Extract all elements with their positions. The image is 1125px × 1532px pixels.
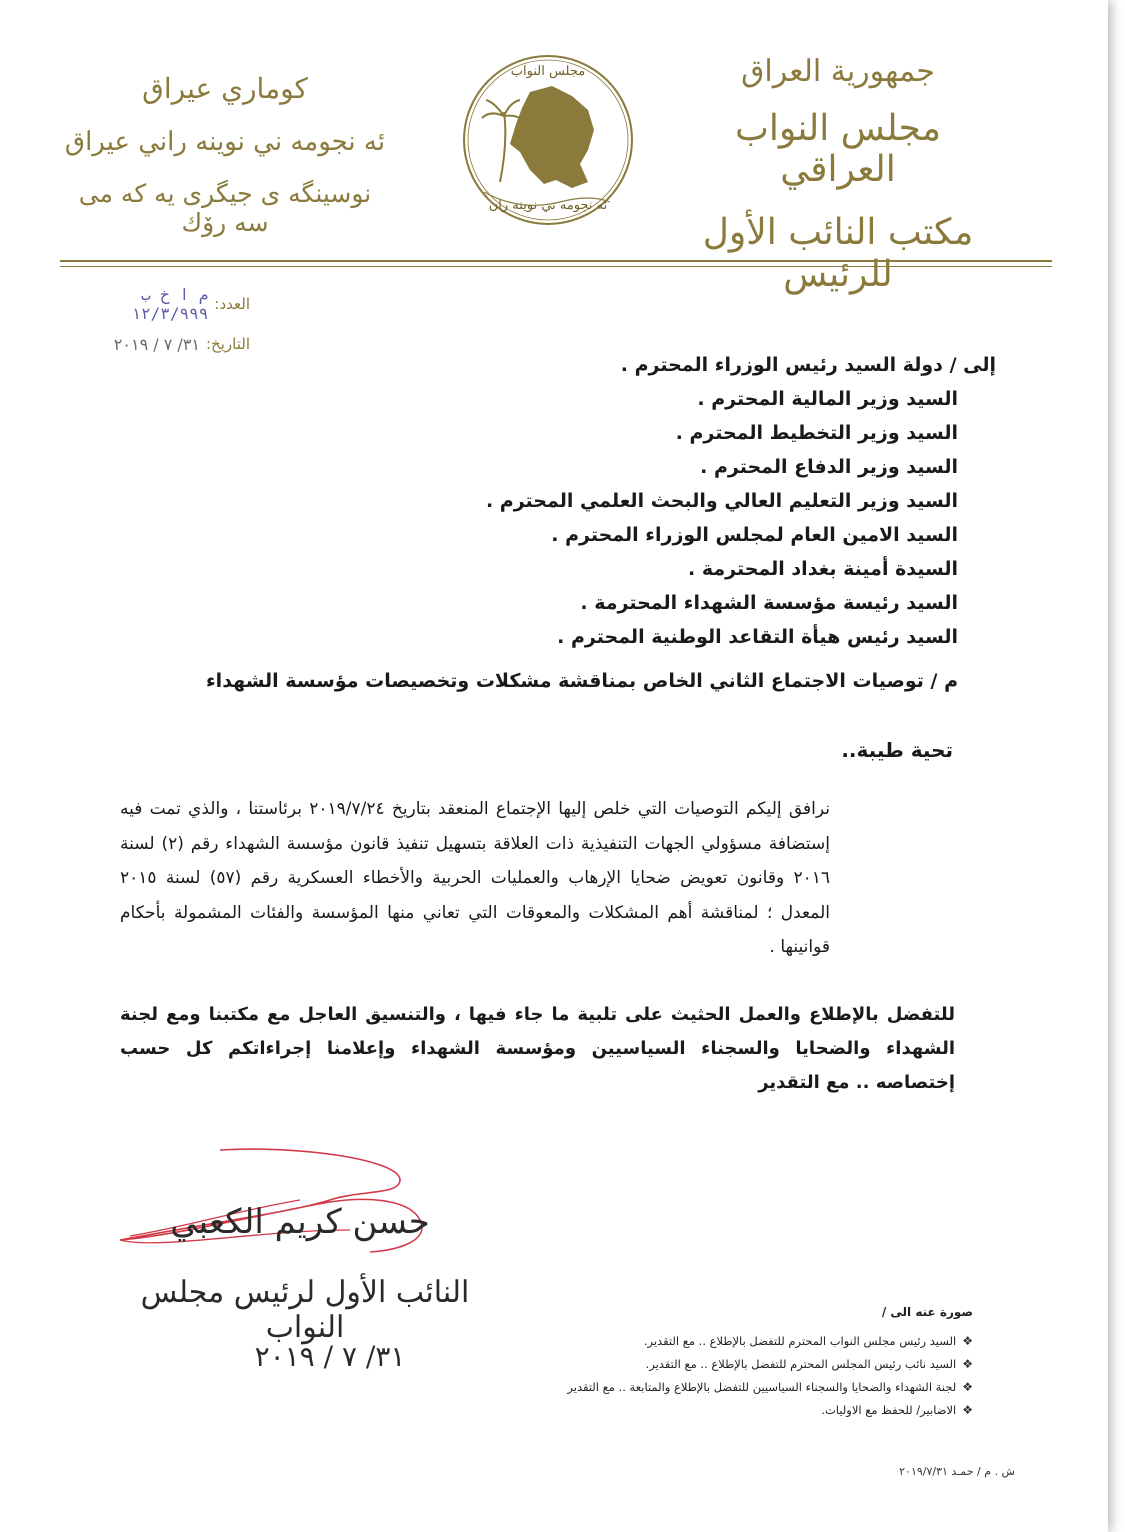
signatory-title: النائب الأول لرئيس مجلس النواب (140, 1275, 470, 1345)
copy-to-item (453, 1352, 973, 1375)
header-rule-thin (60, 266, 1052, 267)
copy-to-list (453, 1305, 973, 1421)
number-value: م ا خ ب ١٢/٣/٩٩٩ (131, 285, 209, 323)
addressee-prefix: إلى / (949, 354, 996, 376)
copy-to-text: لجنة الشهداء والضحايا والسجناء السياسيين للتفضل بالإطلاع والمتابعة .. مع التقدير (567, 1379, 957, 1394)
signature-date: ٣١/ ٧ / ٢٠١٩ (254, 1340, 406, 1373)
copy-to-item (453, 1375, 973, 1398)
copy-to-text: السيد رئيس مجلس النواب المحترم للتفضل بالإطلاع .. مع التقدير. (643, 1333, 957, 1348)
copy-to-text: الاضابير/ للحفظ مع الاوليات. (821, 1402, 957, 1417)
diamond-bullet-icon: ❖ (962, 1379, 973, 1394)
letterhead-kurdish-republic: كوماري عيراق (142, 72, 308, 105)
letterhead-office: مكتب النائب الأول للرئيس (702, 212, 974, 295)
copy-to-item (453, 1398, 973, 1421)
addressee-text: دولة السيد رئيس الوزراء المحترم . (620, 354, 943, 376)
addressee-item: السيد وزير الدفاع المحترم . (700, 456, 958, 478)
header-rule (60, 260, 1052, 262)
subject-line: م / توصيات الاجتماع الثاني الخاص بمناقشة مشكلات وتخصيصات مؤسسة الشهداء (205, 670, 958, 692)
letterhead-republic: جمهورية العراق (741, 54, 935, 89)
addressee-item: السيد رئيس هيأة التقاعد الوطنية المحترم . (557, 626, 958, 648)
addressee-item: السيد وزير المالية المحترم . (697, 388, 958, 410)
addressee-list (198, 348, 996, 654)
diamond-bullet-icon: ❖ (962, 1402, 973, 1417)
addressee-item: السيدة أمينة بغداد المحترمة . (688, 558, 958, 580)
copy-to-text: السيد نائب رئيس المجلس المحترم للتفضل بالإطلاع .. مع التقدير. (645, 1356, 957, 1371)
body-paragraph: نرافق إليكم التوصيات التي خلص إليها الإجتماع المنعقد بتاريخ ٢٠١٩/٧/٢٤ برئاستنا ، والذي تمت فيه إستضافة مسؤولي الجهات التنفيذية ذات العلاقة بتسهيل تنفيذ قانون مؤسسة الشهداء رقم (٢) لسنة ٢٠١٦ وقانون تعويض ضحايا الإرهاب والعمليات الحربية والأخطاء العسكرية رقم (٥٧) لسنة ٢٠١٥ المعدل ؛ لمناقشة أهم المشكلات والمعوقات التي تعاني منها المؤسسة والفئات المشمولة بأحكام قوانينها . (120, 799, 831, 957)
signatory-name: حسن كريم الكعبي (170, 1202, 430, 1242)
copy-to-title: صورة عنه الى / (881, 1305, 973, 1319)
diamond-bullet-icon: ❖ (962, 1356, 973, 1371)
parliament-emblem (460, 52, 636, 228)
letterhead-kurdish-office: نوسينگه ى جيگرى يه كه مى سه رۆك (78, 179, 372, 237)
emblem-bottom-text: ئه نجومه ني نوينه ران (488, 198, 608, 213)
date-label: التاريخ: (206, 335, 250, 353)
diamond-bullet-icon: ❖ (962, 1333, 973, 1348)
addressee-item: السيد رئيسة مؤسسة الشهداء المحترمة . (580, 592, 958, 614)
addressee-item: السيد الامين العام لمجلس الوزراء المحترم . (551, 524, 958, 546)
letterhead-kurdish-council: ئه نجومه ني نوينه راني عيراق (64, 127, 386, 157)
date-value: ٣١/ ٧ / ٢٠١٩ (113, 334, 200, 354)
footer-reference: ش . م / حمـد ٢٠١٩/٧/٣١ (899, 1465, 1015, 1478)
addressee-item: السيد وزير التعليم العالي والبحث العلمي المحترم . (485, 490, 958, 512)
copy-to-item (453, 1329, 973, 1352)
letterhead-kurdish (60, 72, 390, 237)
greeting: تحية طيبة.. (841, 738, 953, 762)
number-label: العدد: (214, 295, 250, 313)
request-paragraph: للتفضل بالإطلاع والعمل الحثيث على تلبية ما جاء فيها ، والتنسيق العاجل مع مكتبنا ومع لجنة الشهداء والضحايا والسجناء السياسيين ومؤسسة الشهداء وإعلامنا إجراءاتكم كل حسب إختصاصه .. مع التقدير (120, 1004, 955, 1093)
addressee-item (236, 348, 996, 382)
signature-block (100, 1140, 500, 1400)
letterhead-council: مجلس النواب العراقي (734, 107, 942, 190)
emblem-top-text: مجلس النواب (510, 64, 586, 79)
addressee-item: السيد وزير التخطيط المحترم . (675, 422, 958, 444)
